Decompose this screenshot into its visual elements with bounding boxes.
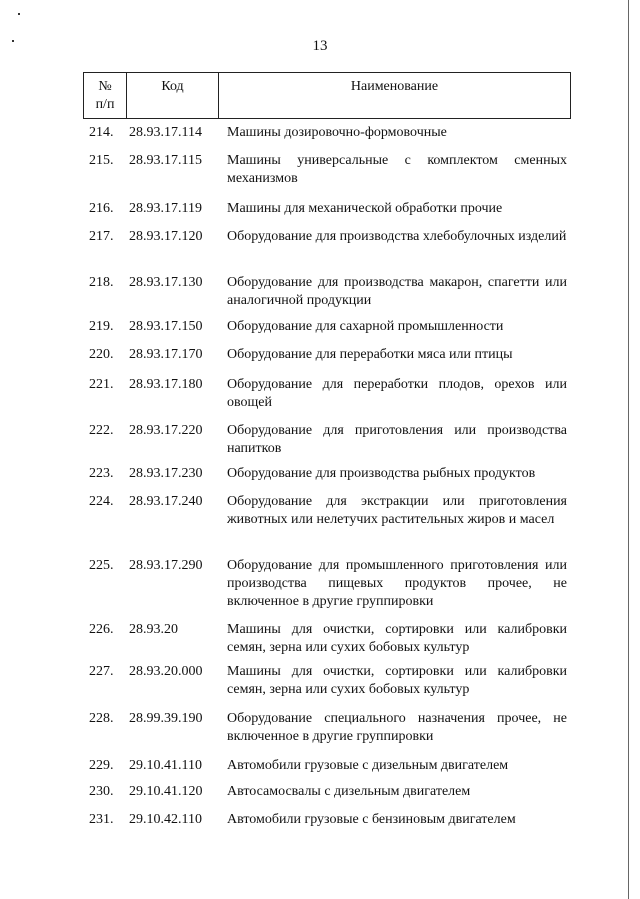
row-number: 231.	[89, 812, 114, 827]
row-number: 224.	[89, 494, 114, 509]
row-number: 218.	[89, 275, 114, 290]
row-number: 215.	[89, 153, 114, 168]
row-name: Машины для очистки, сортировки или калибровки семян, зерна или сухих бобовых культур	[227, 622, 567, 655]
row-code: 28.93.17.240	[129, 494, 203, 509]
scan-speck	[18, 13, 20, 15]
row-number: 230.	[89, 784, 114, 799]
row-code: 28.93.17.114	[129, 125, 202, 140]
row-number: 214.	[89, 125, 114, 140]
row-number: 225.	[89, 558, 114, 573]
row-code: 28.93.17.115	[129, 153, 202, 168]
row-name: Оборудование специального назначения прочее, не включенное в другие группировки	[227, 711, 567, 744]
row-name: Оборудование для приготовления или производства напитков	[227, 423, 567, 456]
row-name: Оборудование для производства макарон, спагетти или аналогичной продукции	[227, 275, 567, 308]
row-number: 220.	[89, 347, 114, 362]
row-number: 228.	[89, 711, 114, 726]
row-name: Автомобили грузовые с бензиновым двигателем	[227, 812, 516, 827]
row-number: 226.	[89, 622, 114, 637]
row-code: 28.93.17.230	[129, 466, 203, 481]
row-code: 29.10.41.110	[129, 758, 202, 773]
row-name: Машины для очистки, сортировки или калибровки семян, зерна или сухих бобовых культур	[227, 664, 567, 697]
scan-edge-line	[628, 0, 629, 899]
page-number: 13	[312, 38, 328, 54]
row-code: 28.93.17.220	[129, 423, 203, 438]
row-name: Оборудование для переработки мяса или птицы	[227, 347, 513, 362]
row-code: 28.93.20	[129, 622, 178, 637]
row-number: 223.	[89, 466, 114, 481]
row-code: 29.10.41.120	[129, 784, 203, 799]
row-name: Автосамосвалы с дизельным двигателем	[227, 784, 471, 799]
row-number: 221.	[89, 377, 114, 392]
row-code: 29.10.42.110	[129, 812, 202, 827]
row-code: 28.93.20.000	[129, 664, 203, 679]
row-name: Оборудование для производства рыбных продуктов	[227, 466, 536, 481]
row-code: 28.99.39.190	[129, 711, 203, 726]
row-name: Оборудование для производства хлебобулочных изделий	[227, 229, 567, 244]
row-code: 28.93.17.150	[129, 319, 203, 334]
row-name: Оборудование для сахарной промышленности	[227, 319, 504, 334]
table-header	[83, 72, 571, 119]
row-number: 217.	[89, 229, 114, 244]
row-code: 28.93.17.120	[129, 229, 203, 244]
row-name: Машины для механической обработки прочие	[227, 201, 503, 216]
row-code: 28.93.17.130	[129, 275, 203, 290]
row-code: 28.93.17.290	[129, 558, 203, 573]
row-number: 229.	[89, 758, 114, 773]
header-num: № п/п	[84, 73, 127, 118]
row-code: 28.93.17.119	[129, 201, 202, 216]
row-name: Оборудование для экстракции или приготовления животных или нелетучих растительных жиров и масел	[227, 494, 567, 527]
row-number: 216.	[89, 201, 114, 216]
row-number: 227.	[89, 664, 114, 679]
header-code: Код	[127, 73, 219, 118]
row-code: 28.93.17.170	[129, 347, 203, 362]
row-name: Оборудование для промышленного приготовления или производства пищевых продуктов прочее, не включенное в другие группировки	[227, 558, 567, 609]
row-code: 28.93.17.180	[129, 377, 203, 392]
row-number: 219.	[89, 319, 114, 334]
header-name: Наименование	[350, 79, 439, 94]
row-number: 222.	[89, 423, 114, 438]
row-name: Машины универсальные с комплектом сменных механизмов	[227, 153, 567, 186]
row-name: Автомобили грузовые с дизельным двигателем	[227, 758, 509, 773]
row-name: Оборудование для переработки плодов, орехов или овощей	[227, 377, 567, 410]
row-name: Машины дозировочно-формовочные	[227, 125, 447, 140]
